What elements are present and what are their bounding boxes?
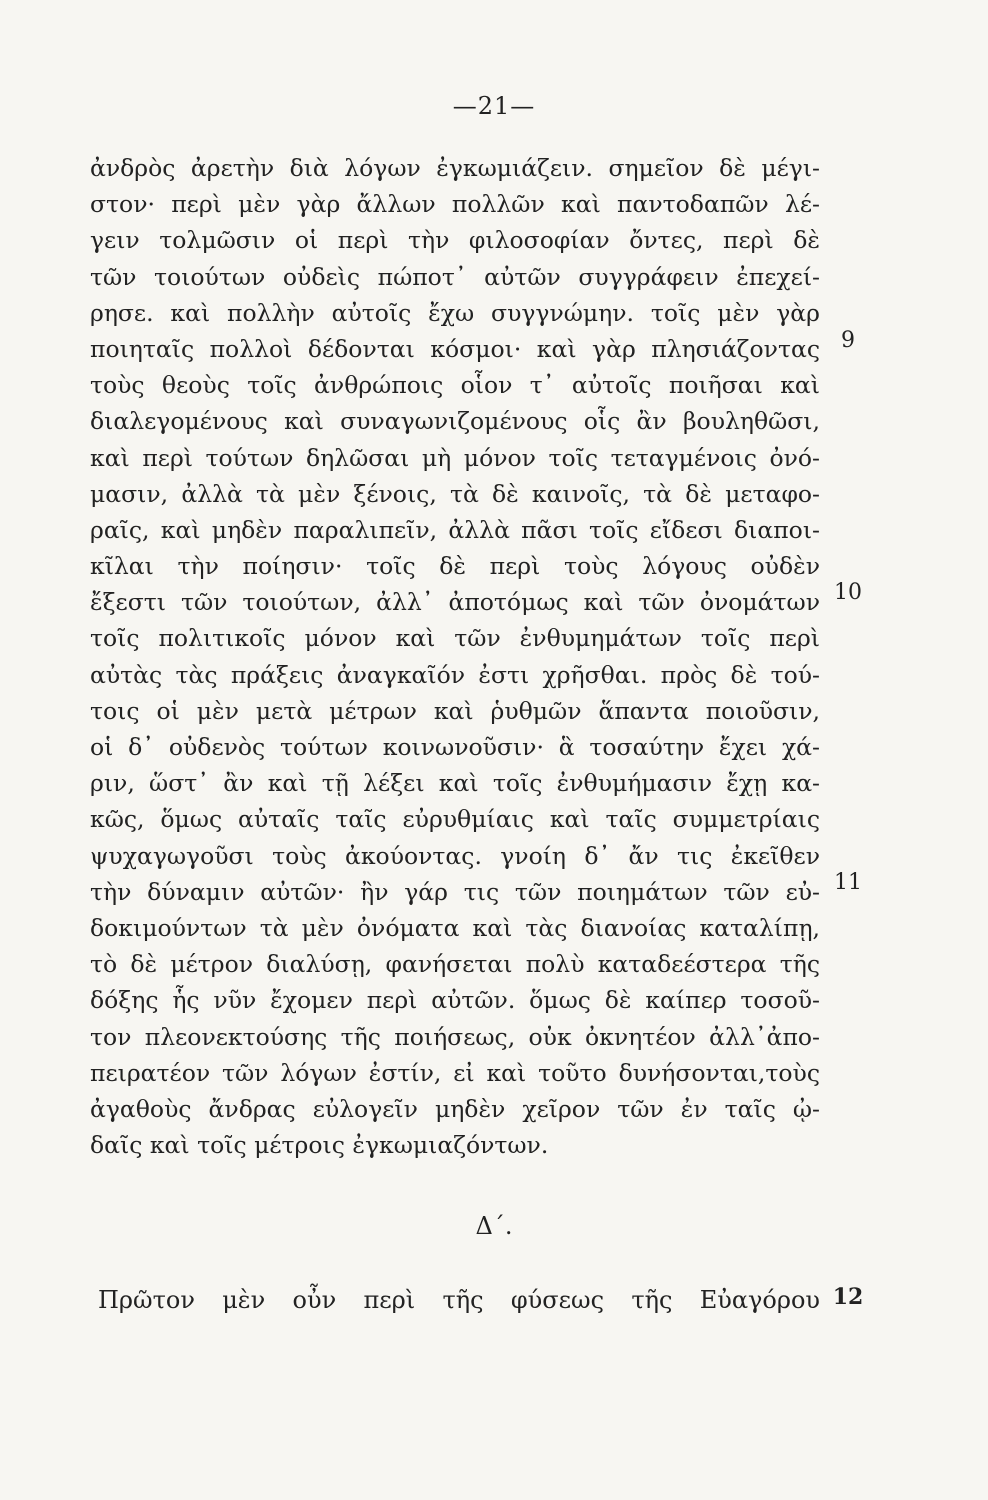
- text-line: ἔξεστι τῶν τοιούτων, ἀλλ᾽ ἀποτόμως καὶ τῶν ὀνομάτων: [90, 588, 820, 617]
- text-line: οἱ δ᾽ οὐδενὸς τούτων κοινωνοῦσιν· ἃ τοσαύτην ἔχει χά-: [90, 733, 820, 761]
- text-line: γειν τολμῶσιν οἱ περὶ τὴν φιλοσοφίαν ὄντες, περὶ δὲ: [90, 226, 820, 255]
- text-line: αὐτὰς τὰς πράξεις ἀναγκαῖόν ἐστι χρῆσθαι. πρὸς δὲ τού-: [90, 660, 820, 689]
- text-line: ραῖς, καὶ μηδὲν παραλιπεῖν, ἀλλὰ πᾶσι τοῖς εἴδεσι διαποι-: [90, 515, 820, 544]
- text-line: διαλεγομένους καὶ συναγωνιζομένους οἷς ἂν βουληθῶσι,: [90, 407, 820, 436]
- section-number: 12: [832, 1284, 864, 1310]
- text-line: ἀγαθοὺς ἄνδρας εὐλογεῖν μηδὲν χεῖρον τῶν ἐν ταῖς ᾠ-: [90, 1094, 820, 1123]
- text-line: τὸ δὲ μέτρον διαλύσῃ, φανήσεται πολὺ καταδεέστερα τῆς: [90, 950, 820, 979]
- text-line: Πρῶτον μὲν οὖν περὶ τῆς φύσεως τῆς Εὐαγόρου: [98, 1286, 820, 1314]
- text-line: τον πλεονεκτούσης τῆς ποιήσεως, οὐκ ὀκνητέον ἀλλ᾽ἀπο-: [90, 1022, 820, 1051]
- text-line: τὴν δύναμιν αὐτῶν· ἢν γάρ τις τῶν ποιημάτων τῶν εὐ-: [90, 877, 820, 906]
- text-line: ρησε. καὶ πολλὴν αὐτοῖς ἔχω συγγνώμην. τοῖς μὲν γὰρ: [90, 298, 820, 327]
- text-line: ριν, ὥστ᾽ ἂν καὶ τῇ λέξει καὶ τοῖς ἐνθυμήμασιν ἔχῃ κα-: [90, 769, 820, 798]
- text-line: τοὺς θεοὺς τοῖς ἀνθρώποις οἷον τ᾽ αὐτοῖς ποιῆσαι καὶ: [90, 371, 820, 400]
- text-line: τῶν τοιούτων οὐδεὶς πώποτ᾽ αὐτῶν συγγράφειν ἐπεχεί-: [90, 262, 820, 291]
- chapter-opening: [98, 1282, 820, 1318]
- text-line: δαῖς καὶ τοῖς μέτροις ἐγκωμιαζόντων.: [90, 1131, 549, 1160]
- text-line: κῶς, ὅμως αὐταῖς ταῖς εὐρυθμίαις καὶ ταῖς συμμετρίαις: [90, 805, 820, 834]
- section-number: 9: [841, 328, 855, 353]
- text-line: ψυχαγωγοῦσι τοὺς ἀκούοντας. γνοίη δ᾽ ἄν τις ἐκεῖθεν: [90, 841, 820, 870]
- text-line: στον· περὶ μὲν γὰρ ἄλλων πολλῶν καὶ παντοδαπῶν λέ-: [90, 190, 820, 219]
- text-line: τοις οἱ μὲν μετὰ μέτρων καὶ ῥυθμῶν ἅπαντα ποιοῦσιν,: [90, 696, 820, 725]
- text-line: τοῖς πολιτικοῖς μόνον καὶ τῶν ἐνθυμημάτων τοῖς περὶ: [90, 624, 820, 653]
- text-line: καὶ περὶ τούτων δηλῶσαι μὴ μόνον τοῖς τεταγμένοις ὀνό-: [90, 443, 820, 472]
- text-line: ποιηταῖς πολλοὶ δέδονται κόσμοι· καὶ γὰρ πλησιάζοντας: [90, 334, 820, 363]
- text-line: πειρατέον τῶν λόγων ἐστίν, εἰ καὶ τοῦτο δυνήσονται,τοὺς: [90, 1058, 820, 1087]
- text-line: μασιν, ἀλλὰ τὰ μὲν ξένοις, τὰ δὲ καινοῖς, τὰ δὲ μεταφο-: [90, 479, 820, 508]
- text-line: κῖλαι τὴν ποίησιν· τοῖς δὲ περὶ τοὺς λόγους οὐδὲν: [90, 552, 820, 581]
- page-number: —21—: [452, 92, 536, 120]
- text-line: ἀνδρὸς ἀρετὴν διὰ λόγων ἐγκωμιάζειν. σημεῖον δὲ μέγι-: [90, 154, 820, 182]
- main-paragraph: [90, 150, 820, 1163]
- section-number: 10: [834, 580, 862, 605]
- text-line: δοκιμούντων τὰ μὲν ὀνόματα καὶ τὰς διανοίας καταλίπῃ,: [90, 913, 820, 942]
- text-line: δόξης ἧς νῦν ἔχομεν περὶ αὐτῶν. ὅμως δὲ καίπερ τοσοῦ-: [90, 986, 820, 1015]
- section-heading: Δ΄.: [475, 1212, 513, 1240]
- section-number: 11: [834, 870, 862, 895]
